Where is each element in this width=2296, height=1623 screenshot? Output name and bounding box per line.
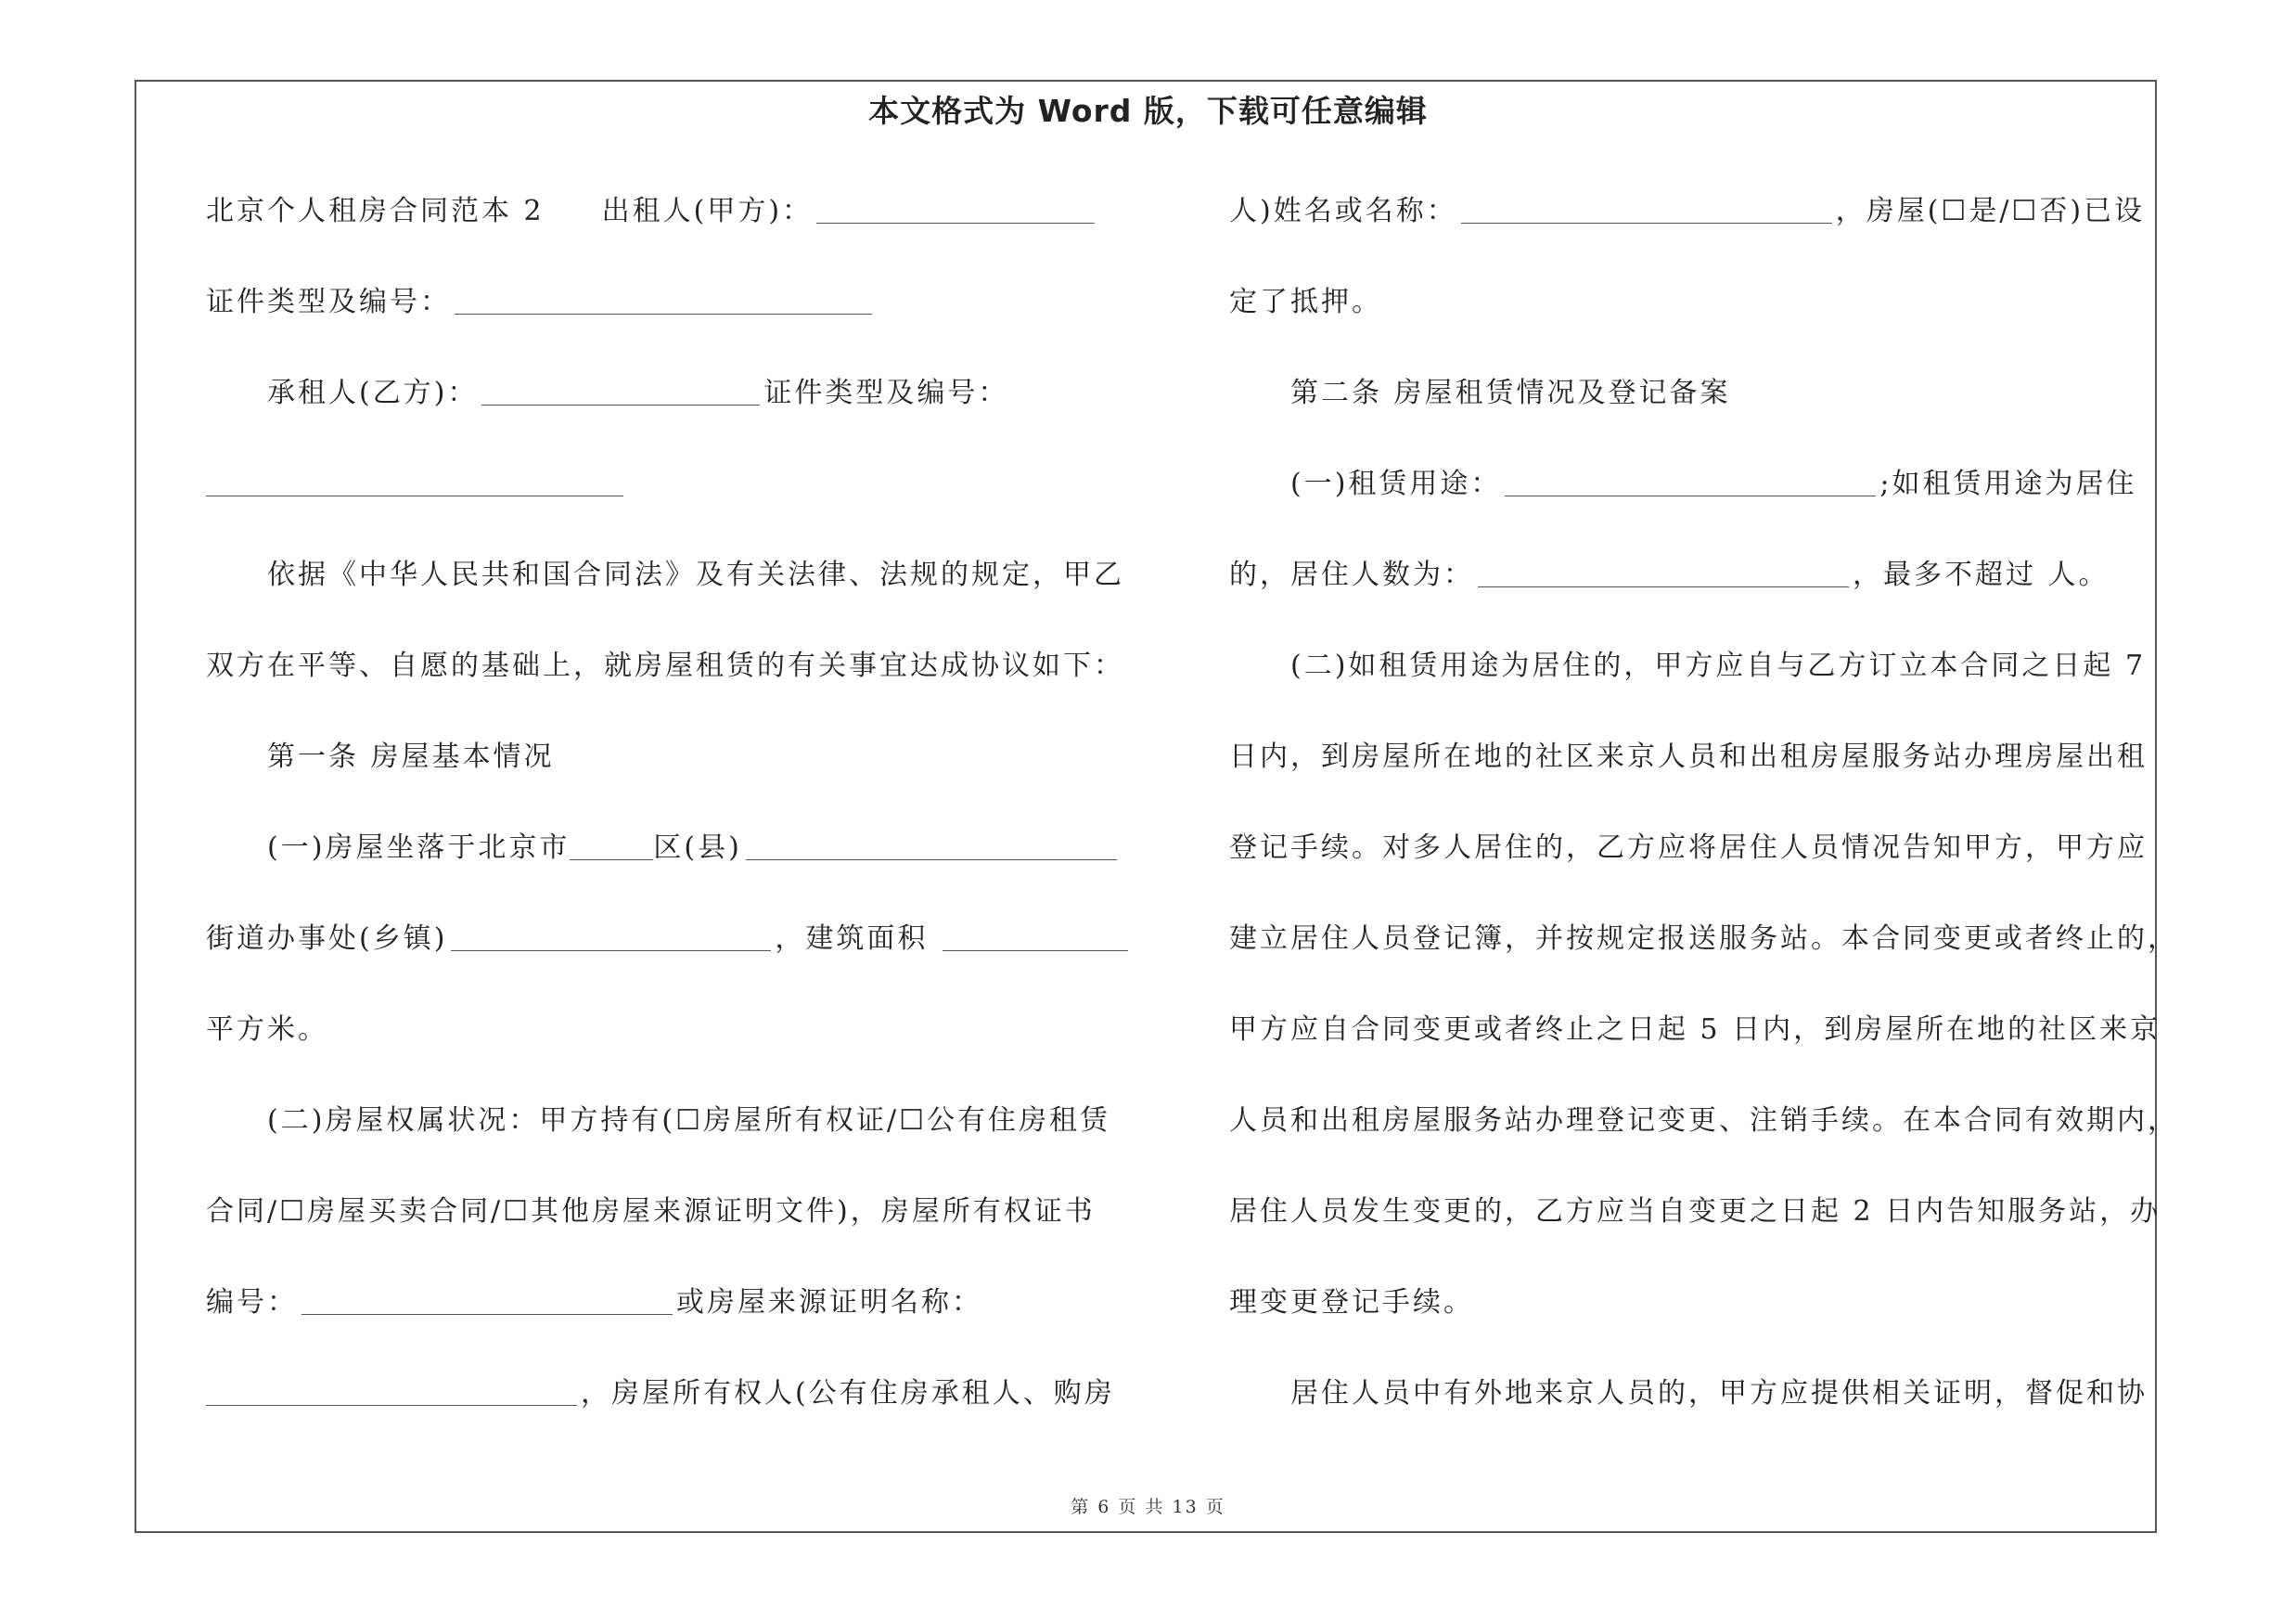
lease-purpose-label: (一)租赁用途： — [1290, 468, 1502, 500]
page-number: 第 6 页 共 13 页 — [1071, 1497, 1225, 1517]
owner-line: ，房屋所有权人(公有住房承租人、购房 — [581, 1377, 1115, 1410]
text-line — [206, 638, 1143, 729]
text-line — [1229, 184, 2157, 275]
registration-line-2: 日内，到房屋所在地的社区来京人员和出租房屋服务站办理房屋出租 — [1229, 741, 2148, 773]
location-label: (一)房屋坐落于北京市 — [267, 831, 571, 864]
registration-line-4: 建立居住人员登记簿，并按规定报送服务站。本合同变更或者终止的， — [1229, 922, 2178, 955]
text-line — [206, 1093, 1143, 1184]
area-unit: 平方米。 — [206, 1013, 328, 1046]
format-banner: 本文格式为 Word 版，下载可任意编辑 — [868, 93, 1428, 129]
registration-line-8: 理变更登记手续。 — [1229, 1286, 1474, 1319]
certificate-number-blank — [301, 1282, 673, 1315]
text-line — [206, 547, 1143, 638]
ownership-line-1: (二)房屋权属状况：甲方持有(☐房屋所有权证/☐公有住房租赁 — [267, 1104, 1111, 1137]
registration-line-6: 人员和出租房屋服务站办理登记变更、注销手续。在本合同有效期内， — [1229, 1104, 2178, 1137]
left-column — [206, 184, 1143, 1457]
text-line — [1229, 275, 2157, 366]
text-line — [1229, 366, 2157, 457]
nonlocal-residents-line: 居住人员中有外地来京人员的，甲方应提供相关证明，督促和协 — [1290, 1377, 2148, 1410]
article-2-heading: 第二条 房屋租赁情况及登记备案 — [1290, 377, 1731, 409]
area-blank — [943, 919, 1128, 951]
text-line — [206, 184, 1143, 275]
mortgage-status: ，房屋(☐是/☐否)已设 — [1835, 195, 2146, 227]
subdistrict-label: 街道办事处(乡镇) — [206, 922, 448, 955]
registration-line-1: (二)如租赁用途为居住的，甲方应自与乙方订立本合同之日起 7 — [1290, 650, 2147, 682]
text-line — [1229, 1093, 2178, 1184]
lessee-id-label: 证件类型及编号： — [763, 377, 1009, 409]
certificate-number-label: 编号： — [206, 1286, 298, 1319]
lessor-blank — [816, 191, 1095, 224]
lessee-id-blank — [206, 464, 623, 496]
text-line — [206, 1275, 1143, 1366]
article-1-heading: 第一条 房屋基本情况 — [267, 741, 555, 773]
text-line — [1229, 1002, 2161, 1093]
text-line — [1229, 457, 2157, 547]
owner-name-label: 人)姓名或名称： — [1229, 195, 1457, 227]
area-label: ，建筑面积 — [775, 922, 929, 955]
text-line — [206, 1002, 1143, 1093]
text-line — [1229, 1275, 2157, 1366]
preamble-line-2: 双方在平等、自愿的基础上，就房屋租赁的有关事宜达成协议如下： — [206, 650, 1124, 682]
text-line — [1229, 1366, 2157, 1457]
resident-max: ，最多不超过 人。 — [1853, 559, 2110, 591]
address-blank — [746, 828, 1117, 860]
residential-clause: ;如租赁用途为居住 — [1879, 468, 2137, 500]
district-blank — [570, 828, 653, 860]
resident-count-label: 的，居住人数为： — [1229, 559, 1474, 591]
lessee-blank — [481, 373, 760, 406]
preamble-line-1: 依据《中华人民共和国合同法》及有关法律、法规的规定，甲乙 — [267, 559, 1124, 591]
text-line — [206, 366, 1143, 457]
text-line — [206, 729, 1143, 820]
source-proof-blank — [206, 1373, 577, 1406]
ownership-line-2: 合同/☐房屋买卖合同/☐其他房屋来源证明文件)，房屋所有权证书 — [206, 1195, 1096, 1228]
text-line — [1229, 547, 2157, 638]
text-line — [206, 1366, 1143, 1457]
mortgage-line-end: 定了抵押。 — [1229, 286, 1382, 318]
subdistrict-blank — [451, 919, 771, 951]
lease-purpose-blank — [1505, 464, 1876, 496]
lessor-id-label: 证件类型及编号： — [206, 286, 451, 318]
right-column — [1229, 184, 2178, 1457]
registration-line-3: 登记手续。对多人居住的，乙方应将居住人员情况告知甲方，甲方应 — [1229, 831, 2148, 864]
registration-line-5: 甲方应自合同变更或者终止之日起 5 日内，到房屋所在地的社区来京 — [1229, 1013, 2161, 1046]
source-proof-label: 或房屋来源证明名称： — [676, 1286, 982, 1319]
lessor-id-blank — [455, 282, 872, 315]
text-line — [1229, 729, 2157, 820]
text-line — [206, 1184, 1143, 1275]
owner-name-blank — [1461, 191, 1832, 224]
lessor-label: 出租人(甲方)： — [601, 195, 814, 227]
text-line — [206, 911, 1143, 1002]
text-line — [206, 457, 1143, 547]
text-line — [1229, 1184, 2161, 1275]
contract-title: 北京个人租房合同范本 2 — [206, 195, 545, 227]
text-line — [206, 820, 1143, 911]
text-line — [1229, 638, 2157, 729]
resident-count-blank — [1478, 555, 1849, 587]
text-line — [1229, 911, 2178, 1002]
district-label: 区(县) — [653, 831, 742, 864]
text-line — [1229, 820, 2157, 911]
registration-line-7: 居住人员发生变更的，乙方应当自变更之日起 2 日内告知服务站，办 — [1229, 1195, 2161, 1228]
lessee-label: 承租人(乙方)： — [267, 377, 479, 409]
text-line — [206, 275, 1143, 366]
